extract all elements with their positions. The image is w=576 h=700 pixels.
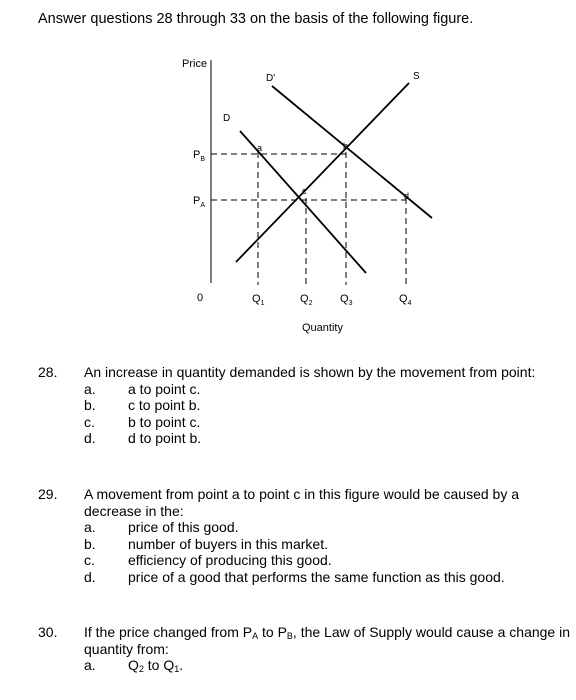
option-letter: a. bbox=[84, 519, 96, 535]
option-a bbox=[84, 519, 572, 536]
option-text: d to point b. bbox=[128, 430, 202, 446]
option-text: c to point b. bbox=[128, 397, 201, 413]
option-letter: b. bbox=[84, 535, 96, 552]
quantity-label-q1: $Q_1$ bbox=[252, 293, 265, 307]
question-stem: An increase in quantity demanded is shown by the movement from point: bbox=[84, 364, 536, 380]
option-a bbox=[84, 657, 572, 674]
option-letter: d. bbox=[84, 430, 96, 446]
option-text: $Q_2$ to $Q_1$. bbox=[128, 657, 184, 674]
quantity-label-q3: $Q_3$ bbox=[340, 293, 353, 307]
question-30 bbox=[38, 624, 572, 674]
option-b bbox=[84, 397, 572, 414]
option-d bbox=[84, 569, 572, 586]
question-number: 29. bbox=[38, 486, 58, 502]
point-label-c: c bbox=[302, 186, 307, 196]
curve-label-d: D bbox=[223, 113, 231, 124]
price-label-pa: $P_A$ bbox=[193, 195, 206, 209]
option-letter: c. bbox=[84, 552, 95, 568]
option-text: price of a good that performs the same function as this good. bbox=[128, 568, 505, 585]
question-number: 28. bbox=[38, 364, 58, 380]
question-28 bbox=[38, 364, 572, 447]
quantity-label-q4: $Q_4$ bbox=[399, 293, 412, 307]
quantity-label-q2: $Q_2$ bbox=[300, 293, 313, 307]
option-letter: b. bbox=[84, 397, 96, 413]
option-letter: a. bbox=[84, 380, 96, 397]
point-label-b: b bbox=[343, 141, 349, 151]
question-number: 30. bbox=[38, 624, 58, 640]
x-axis-label: Quantity bbox=[302, 322, 343, 334]
option-b bbox=[84, 536, 572, 553]
instructions-text: Answer questions 28 through 33 on the basis of the following figure. bbox=[38, 11, 474, 27]
option-text: efficiency of producing this good. bbox=[128, 552, 332, 568]
question-stem: A movement from point a to point c in this figure would be caused by a decrease in the: bbox=[84, 486, 520, 519]
curve-label-d-prime: D' bbox=[266, 73, 276, 84]
question-29 bbox=[38, 486, 572, 585]
y-axis-label: Price bbox=[182, 58, 208, 70]
option-c bbox=[84, 552, 572, 569]
option-letter: d. bbox=[84, 568, 96, 585]
supply-curve-s bbox=[236, 83, 409, 262]
option-letter: a. bbox=[84, 657, 96, 673]
point-label-a: a bbox=[257, 143, 263, 153]
supply-demand-figure bbox=[0, 0, 576, 345]
option-text: price of this good. bbox=[128, 519, 239, 535]
origin-label: 0 bbox=[197, 292, 204, 304]
option-letter: c. bbox=[84, 413, 95, 430]
option-c bbox=[84, 414, 572, 431]
option-a bbox=[84, 381, 572, 398]
price-label-pb: $P_B$ bbox=[193, 149, 206, 163]
point-label-d: d bbox=[404, 191, 410, 201]
option-text: number of buyers in this market. bbox=[128, 535, 328, 552]
option-d bbox=[84, 430, 572, 447]
curve-label-s: S bbox=[413, 71, 420, 82]
option-text: a to point c. bbox=[128, 380, 201, 397]
question-stem: If the price changed from $P_A$ to $P_B$, the Law of Supply would cause a change in quantity from: bbox=[84, 624, 570, 657]
option-text: b to point c. bbox=[128, 413, 201, 430]
